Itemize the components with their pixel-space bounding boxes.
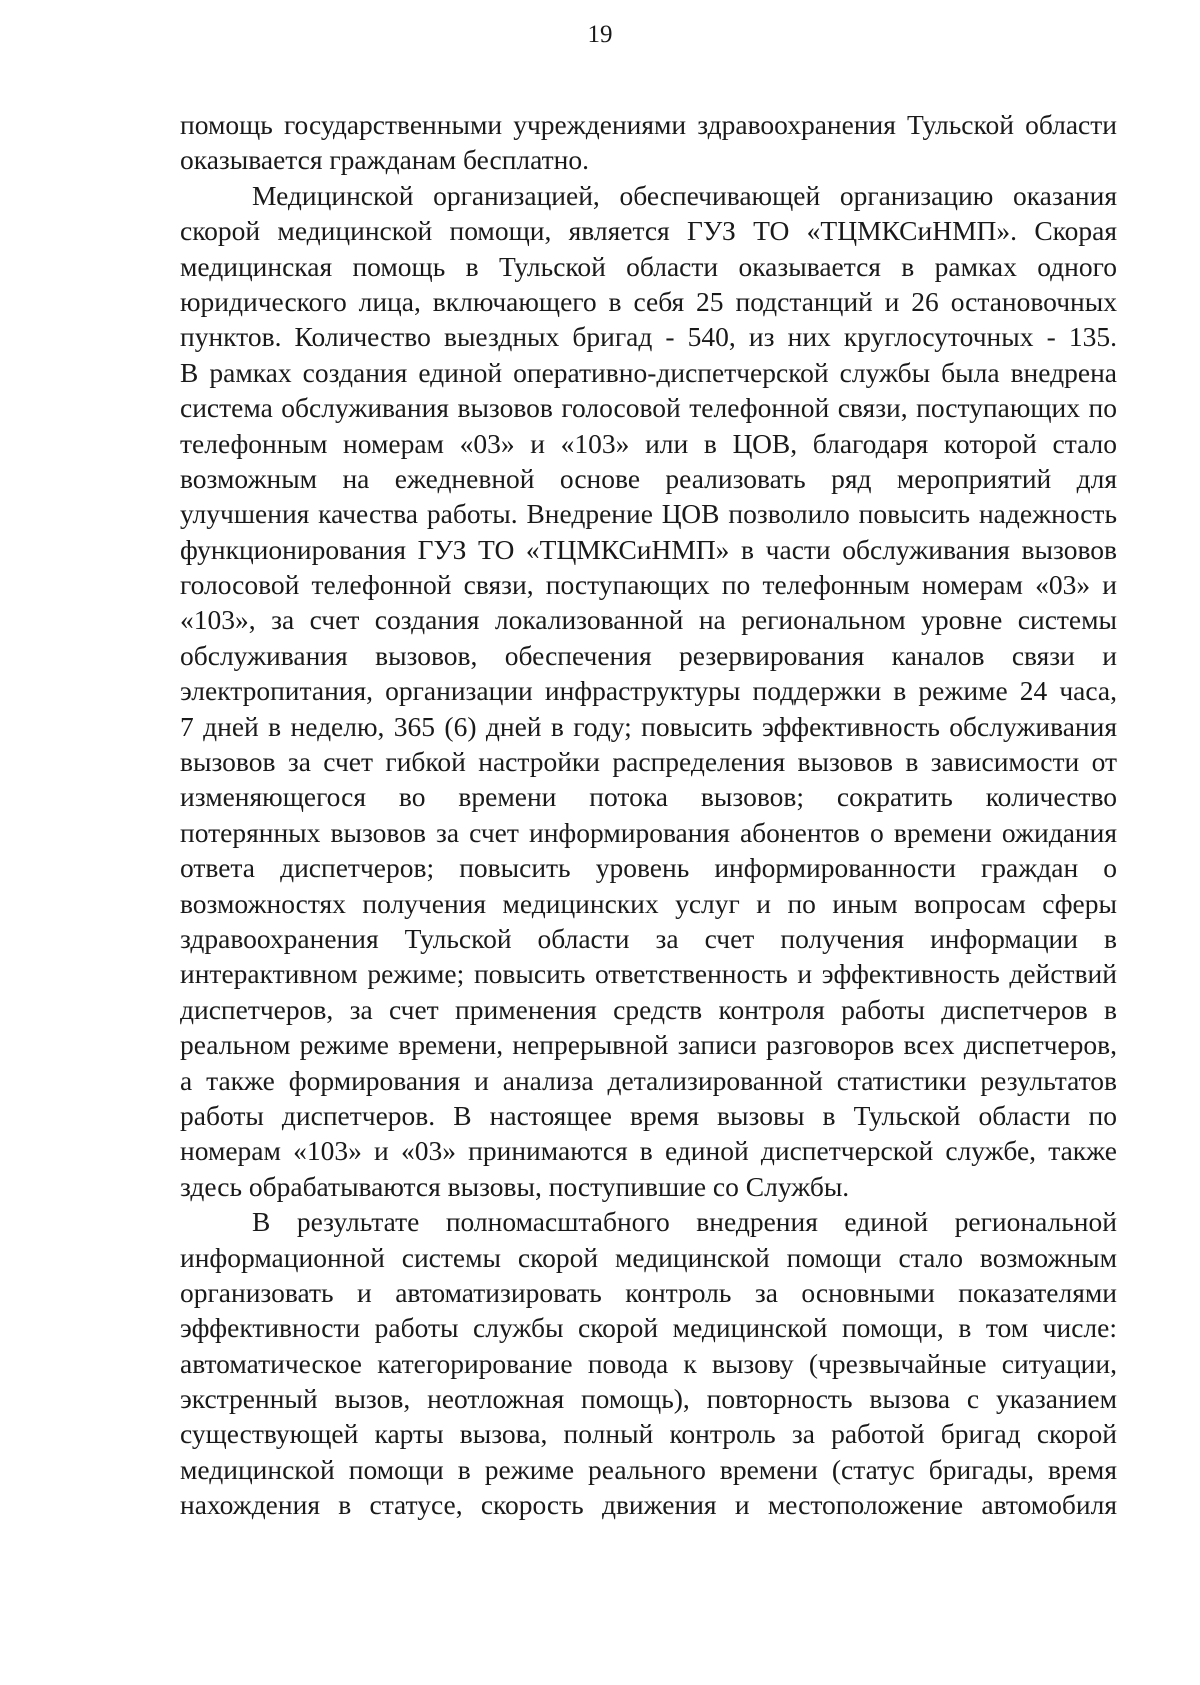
text-line: работы диспетчеров. В настоящее время вызовы в Тульской области по — [180, 1099, 1117, 1131]
text-line: реальном режиме времени, непрерывной записи разговоров всех диспетчеров, — [180, 1029, 1117, 1061]
text-line: помощь государственными учреждениями здравоохранения Тульской области — [180, 109, 1117, 140]
text-line: система обслуживания вызовов голосовой телефонной связи, поступающих по — [180, 392, 1117, 424]
text-line: информационной системы скорой медицинской помощи стало возможным — [180, 1241, 1117, 1273]
text-line: Медицинской организацией, обеспечивающей организацию оказания — [252, 179, 1117, 211]
text-line: В рамках создания единой оперативно-диспетчерской службы была внедрена — [180, 356, 1117, 388]
text-line: интерактивном режиме; повысить ответственность и эффективность действий — [180, 958, 1117, 990]
text-line: организовать и автоматизировать контроль за основными показателями — [180, 1276, 1117, 1308]
text-line: ответа диспетчеров; повысить уровень информированности граждан о — [180, 852, 1117, 884]
text-line: пунктов. Количество выездных бригад - 540, из них круглосуточных - 135. — [180, 321, 1117, 353]
text-line: номерам «103» и «03» принимаются в единой диспетчерской службе, также — [180, 1135, 1117, 1167]
text-line: голосовой телефонной связи, поступающих по телефонным номерам «03» и — [180, 569, 1117, 601]
text-line: диспетчеров, за счет применения средств контроля работы диспетчеров в — [180, 993, 1117, 1025]
text-line: здесь обрабатываются вызовы, поступившие со Службы. — [180, 1170, 850, 1202]
text-line: электропитания, организации инфраструктуры поддержки в режиме 24 часа, — [180, 675, 1117, 707]
paragraph — [180, 1204, 1117, 1523]
text-line: возможным на ежедневной основе реализовать ряд мероприятий для — [180, 462, 1117, 494]
text-line: «103», за счет создания локализованной на региональном уровне системы — [180, 604, 1117, 636]
text-line: нахождения в статусе, скорость движения и местоположение автомобиля — [180, 1489, 1117, 1521]
text-line: функционирования ГУЗ ТО «ТЦМКСиНМП» в части обслуживания вызовов — [180, 533, 1117, 565]
text-line: изменяющегося во времени потока вызовов; сократить количество — [180, 781, 1117, 813]
text-line: 7 дней в неделю, 365 (6) дней в году; повысить эффективность обслуживания — [180, 710, 1117, 742]
document-body — [180, 107, 1117, 1523]
text-line: а также формирования и анализа детализированной статистики результатов — [180, 1064, 1117, 1096]
text-line: существующей карты вызова, полный контроль за работой бригад скорой — [180, 1418, 1117, 1450]
page-number: 19 — [587, 21, 613, 48]
text-line: вызовов за счет гибкой настройки распределения вызовов в зависимости от — [180, 746, 1117, 778]
text-line: медицинской помощи в режиме реального времени (статус бригады, время — [180, 1453, 1117, 1485]
paragraph — [180, 178, 1117, 1204]
text-line: скорой медицинской помощи, является ГУЗ ТО «ТЦМКСиНМП». Скорая — [180, 215, 1117, 247]
text-line: экстренный вызов, неотложная помощь), повторность вызова с указанием — [180, 1383, 1117, 1415]
text-line: автоматическое категорирование повода к вызову (чрезвычайные ситуации, — [180, 1347, 1117, 1379]
text-line: оказывается гражданам бесплатно. — [180, 144, 590, 176]
text-line: возможностях получения медицинских услуг и по иным вопросам сферы — [180, 887, 1117, 919]
text-line: улучшения качества работы. Внедрение ЦОВ позволило повысить надежность — [180, 498, 1117, 530]
text-line: потерянных вызовов за счет информирования абонентов о времени ожидания — [180, 816, 1117, 848]
text-line: здравоохранения Тульской области за счет получения информации в — [180, 922, 1117, 954]
text-line: юридического лица, включающего в себя 25 подстанций и 26 остановочных — [180, 285, 1117, 317]
text-line: медицинская помощь в Тульской области оказывается в рамках одного — [180, 250, 1117, 282]
paragraph — [180, 107, 1117, 178]
text-line: обслуживания вызовов, обеспечения резервирования каналов связи и — [180, 639, 1117, 671]
text-line: В результате полномасштабного внедрения единой региональной — [252, 1206, 1117, 1238]
text-line: телефонным номерам «03» и «103» или в ЦОВ, благодаря которой стало — [180, 427, 1117, 459]
text-line: эффективности работы службы скорой медицинской помощи, в том числе: — [180, 1312, 1117, 1344]
